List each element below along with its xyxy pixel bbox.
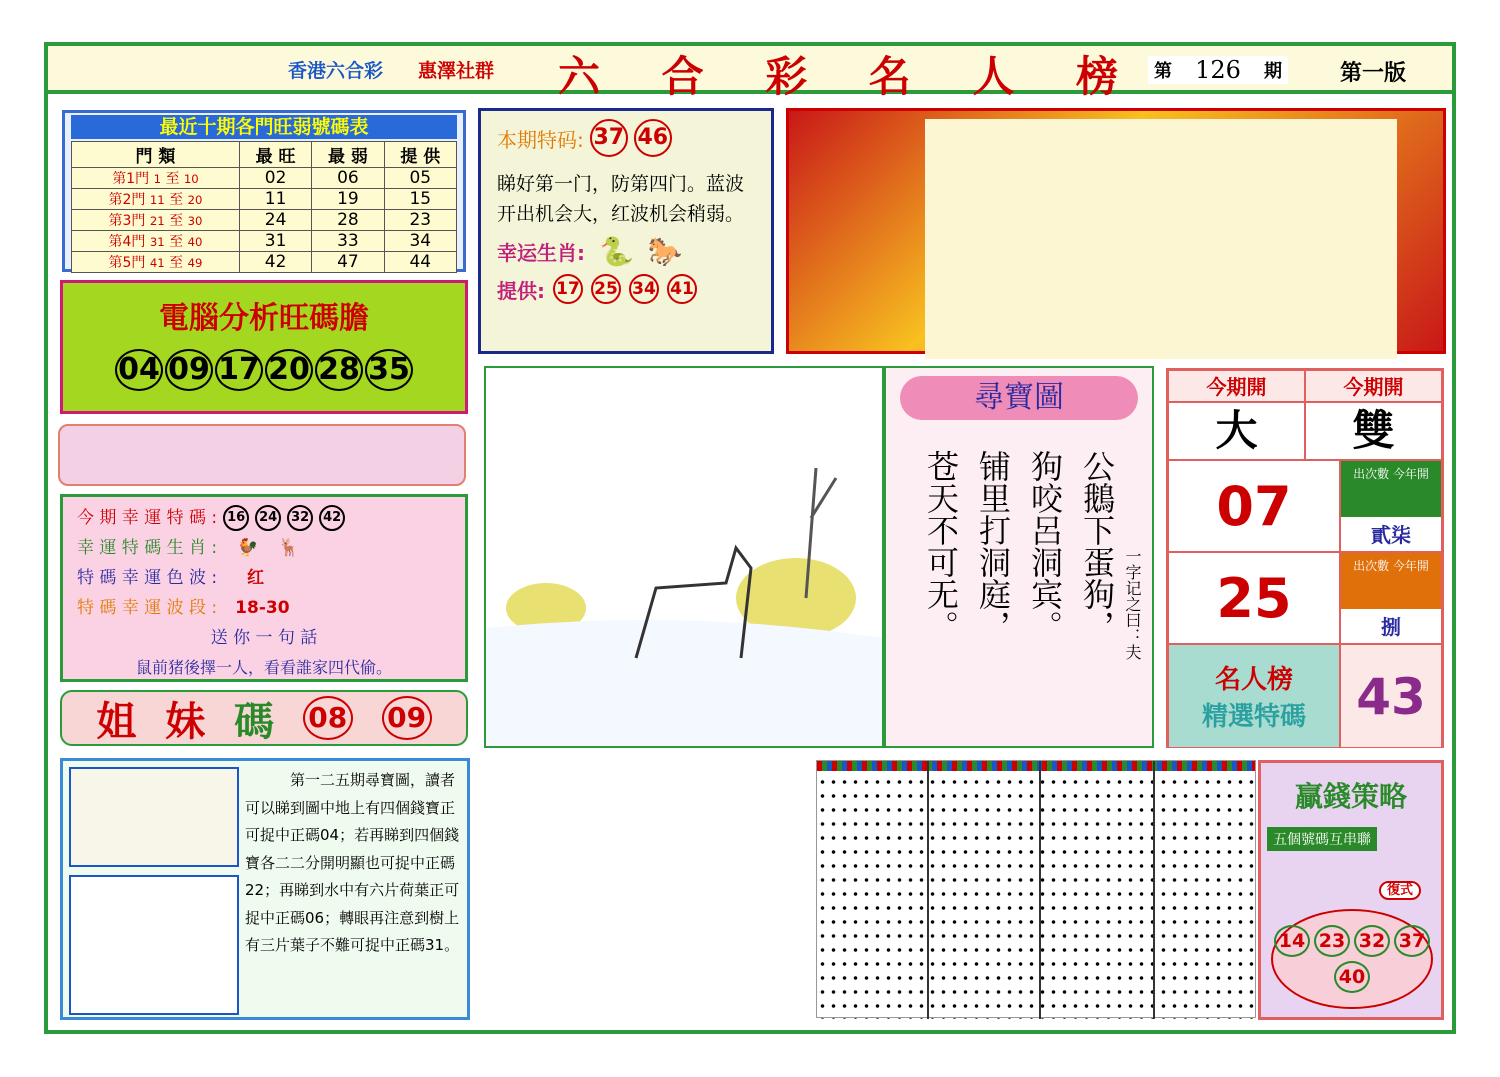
strategy-title: 贏錢策略	[1294, 780, 1407, 813]
sister-panel: 姐 妹 碼 08 09	[60, 690, 468, 746]
deer-illustration	[69, 875, 239, 1015]
dog-illustration	[486, 368, 882, 746]
strategy-panel: 贏錢策略 五個號碼互串聯 復式 14 23 32 37 40	[1258, 760, 1444, 1020]
table-row: 第5門 41 至 49 42 47 44	[72, 252, 457, 273]
book-illustration	[69, 767, 239, 867]
empty-banner	[58, 424, 466, 486]
door-table-panel	[62, 110, 466, 272]
table-row: 第1門 1 至 10 02 06 05	[72, 168, 457, 189]
open-panel: 今期開 今期開 大 雙 07 出次數 今年開 貳柒 25 出次數 今年開 捌 名人榜 精選特碼 43	[1166, 368, 1444, 748]
door-table-title: 最近十期各門旺弱號碼表	[71, 115, 457, 139]
snake-icon: 🐍	[599, 235, 634, 268]
rooster-icon: 🐓	[237, 538, 259, 558]
main-title: 六 合 彩 名 人 榜	[558, 52, 1118, 101]
deer-icon: 🦌	[278, 538, 300, 558]
open-parity: 雙	[1352, 406, 1395, 455]
computer-panel: 電腦分析旺碼膽 04 09 17 20 28 35	[60, 280, 468, 414]
brand-community: 惠澤社群	[418, 60, 495, 82]
lucky-panel: 今 期 幸 運 特 碼 : 16 24 32 42 幸 運 特 碼 生 肖 : 🐓 🦌 特 碼 幸 運 色 波 : 红 特 碼 幸 運 波 段 : 18-30 送 你 一 句 話 鼠前猪後擇一人，看看誰家四代偷。	[60, 494, 468, 682]
treasure-note: 一字记之曰：夫	[1123, 548, 1142, 660]
issue-number: 126	[1195, 56, 1241, 84]
saying: 鼠前猪後擇一人，看看誰家四代偷。	[135, 658, 392, 677]
treasure-title: 尋寶圖	[900, 376, 1138, 420]
dot-grid	[816, 760, 1256, 1018]
story-text: 第一二五期尋寶圖，讀者可以睇到圖中地上有四個錢寶正可捉中正碼04；若再睇到四個錢寶各二二分開明顯也可捉中正碼22；再睇到水中有六片荷葉正可捉中正碼06；轉眼再注意到樹上有三片葉子不難可捉中正碼31。	[245, 771, 460, 954]
open-size: 大	[1169, 403, 1306, 459]
table-row: 第3門 21 至 30 24 28 23	[72, 210, 457, 231]
blank-area	[925, 119, 1397, 359]
special-text: 睇好第一门，防第四门。蓝波开出机会大，红波机会稍弱。	[497, 173, 745, 225]
decor-banner	[786, 108, 1446, 354]
door-table: 門 類 最 旺 最 弱 提 供 第1門 1 至 10 02 06 05 第2門 11 至 20 11 19 15 第3門 21 至 30 24 28 23 第4門 31 至 40 31 33 34 第5門 41 至 49 42 47 44	[71, 141, 457, 273]
header-bar	[48, 46, 1452, 101]
special-number: 37	[590, 119, 628, 157]
story-panel	[60, 758, 470, 1020]
horse-icon: 🐎	[647, 235, 683, 268]
featured-number: 43	[1341, 645, 1441, 747]
strategy-numbers: 14 23 32 37 40	[1271, 909, 1433, 1009]
special-number: 46	[634, 119, 672, 157]
edition: 第一版	[1340, 61, 1407, 86]
table-row: 第4門 31 至 40 31 33 34	[72, 231, 457, 252]
table-row: 第2門 11 至 20 11 19 15	[72, 189, 457, 210]
brand-hk: 香港六合彩	[288, 60, 384, 82]
computer-title: 電腦分析旺碼膽	[159, 301, 369, 336]
treasure-picture	[484, 366, 884, 748]
poem: 公鵝下蛋狗， 狗咬呂洞宾。 铺里打洞庭， 苍天不可无。	[922, 450, 1116, 642]
treasure-scroll	[884, 366, 1154, 748]
issue-box: 第 126 期	[1148, 56, 1288, 84]
special-panel: 本期特码: 37 46 睇好第一门，防第四门。蓝波开出机会大，红波机会稍弱。 幸运生肖: 🐍 🐎 提供: 17 25 34 41	[478, 108, 774, 354]
